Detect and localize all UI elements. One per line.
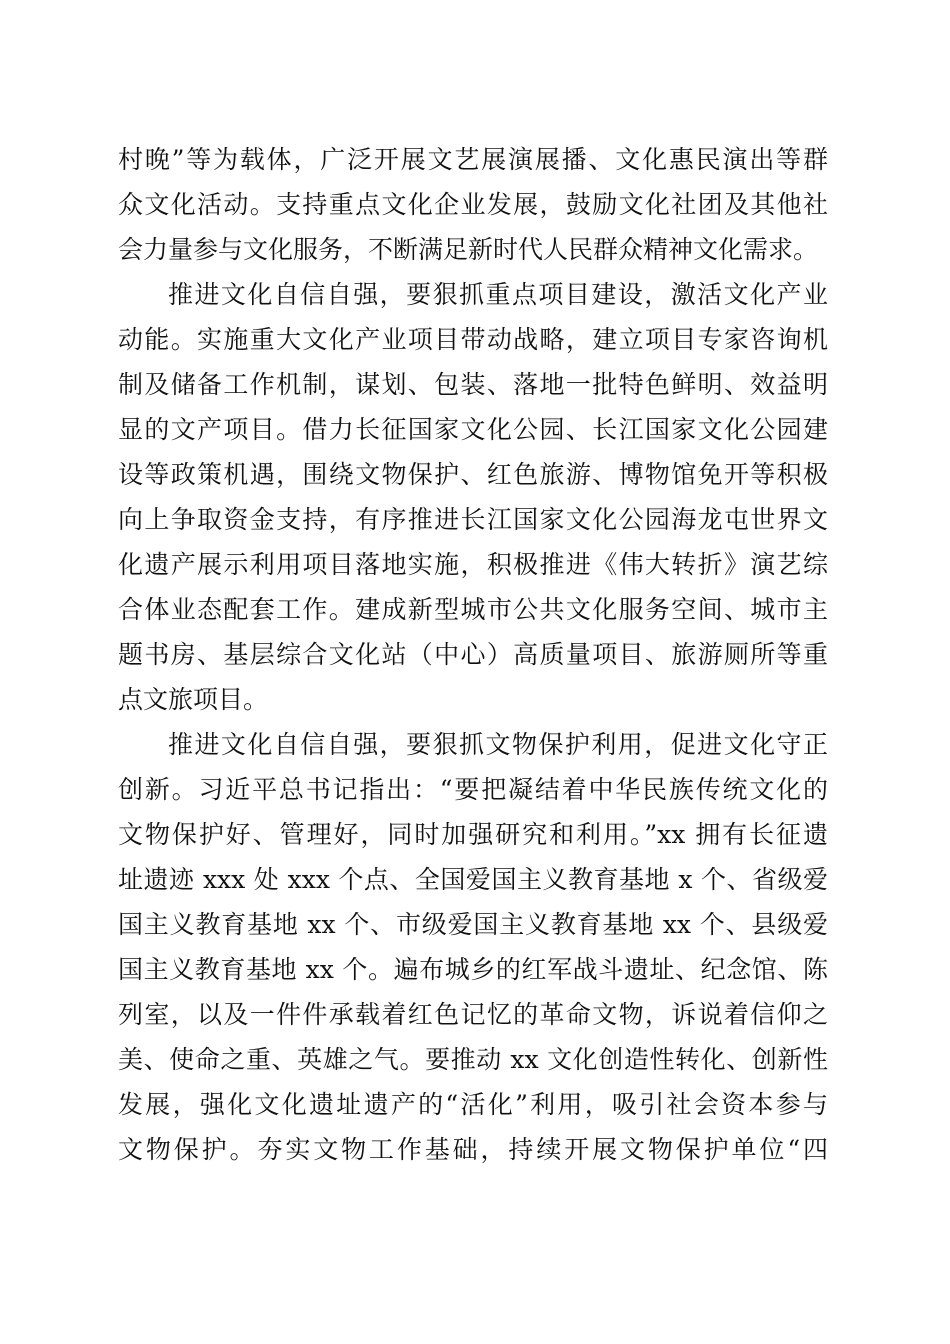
text-line: 合体业态配套工作。建成新型城市公共文化服务空间、城市主	[118, 595, 828, 624]
text-line: 题书房、基层综合文化站（中心）高质量项目、旅游厕所等重	[118, 640, 828, 669]
text-line: 国主义教育基地 xx 个。遍布城乡的红军战斗遗址、纪念馆、陈	[118, 955, 828, 984]
text-line: 显的文产项目。借力长征国家文化公园、长江国家文化公园建	[118, 415, 828, 444]
text-line: 文物保护好、管理好，同时加强研究和利用。”xx 拥有长征遗	[118, 820, 828, 849]
text-line: 创新。习近平总书记指出：“要把凝结着中华民族传统文化的	[118, 775, 828, 804]
text-line: 会力量参与文化服务，不断满足新时代人民群众精神文化需求。	[118, 235, 819, 264]
text-line: 址遗迹 xxx 处 xxx 个点、全国爱国主义教育基地 x 个、省级爱	[118, 865, 828, 894]
text-line: 村晚”等为载体，广泛开展文艺展演展播、文化惠民演出等群	[118, 145, 828, 174]
text-line: 化遗产展示利用项目落地实施，积极推进《伟大转折》演艺综	[118, 550, 828, 579]
text-line: 向上争取资金支持，有序推进长江国家文化公园海龙屯世界文	[118, 505, 828, 534]
text-line: 美、使命之重、英雄之气。要推动 xx 文化创造性转化、创新性	[118, 1045, 828, 1074]
text-line: 推进文化自信自强，要狠抓文物保护利用，促进文化守正	[168, 730, 828, 759]
text-line: 列室，以及一件件承载着红色记忆的革命文物，诉说着信仰之	[118, 1000, 828, 1029]
text-line: 文物保护。夯实文物工作基础，持续开展文物保护单位“四	[118, 1135, 828, 1164]
text-line: 设等政策机遇，围绕文物保护、红色旅游、博物馆免开等积极	[118, 460, 828, 489]
text-line: 发展，强化文化遗址遗产的“活化”利用，吸引社会资本参与	[118, 1090, 828, 1119]
text-line: 推进文化自信自强，要狠抓重点项目建设，激活文化产业	[168, 280, 828, 309]
text-line: 众文化活动。支持重点文化企业发展，鼓励文化社团及其他社	[118, 190, 828, 219]
text-line: 点文旅项目。	[118, 685, 269, 714]
text-line: 制及储备工作机制，谋划、包装、落地一批特色鲜明、效益明	[118, 370, 828, 399]
text-line: 国主义教育基地 xx 个、市级爱国主义教育基地 xx 个、县级爱	[118, 910, 828, 939]
text-line: 动能。实施重大文化产业项目带动战略，建立项目专家咨询机	[118, 325, 828, 354]
